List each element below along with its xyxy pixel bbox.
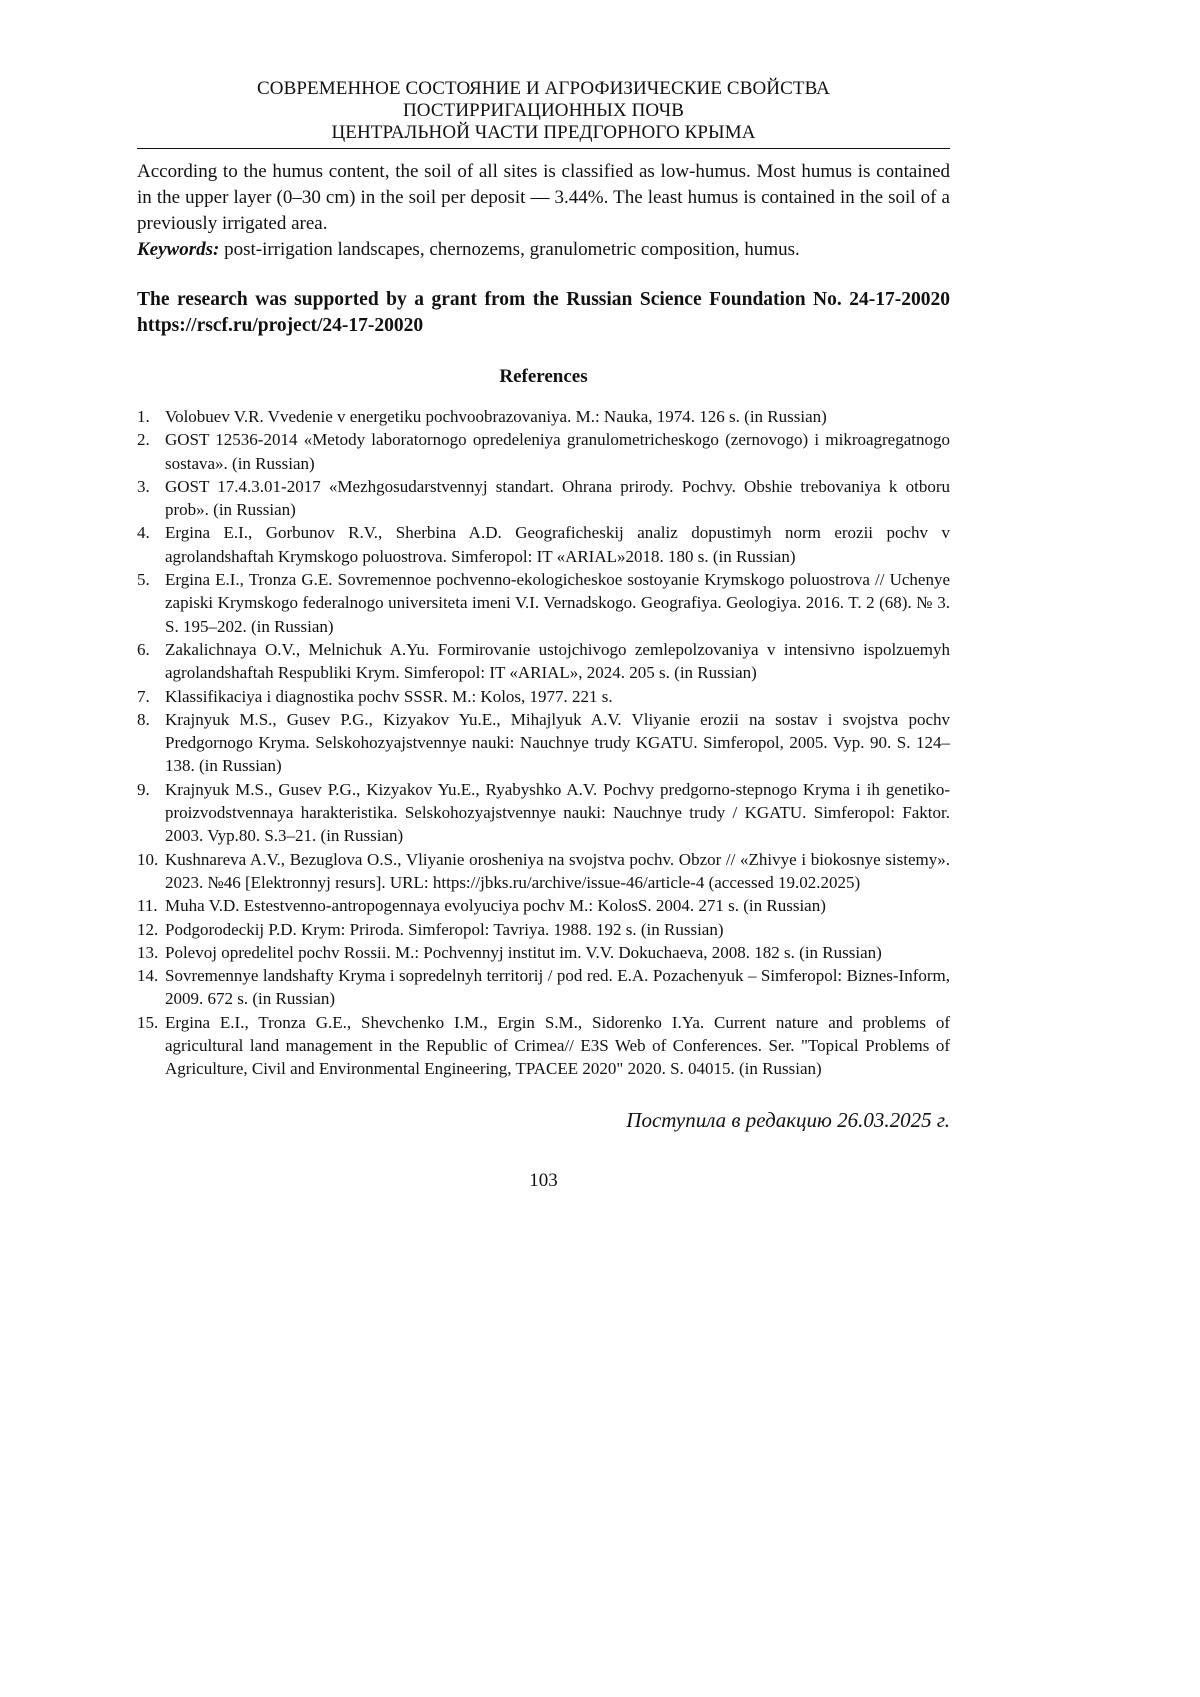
- reference-text: Zakalichnaya O.V., Melnichuk A.Yu. Formirovanie ustojchivogo zemlepolzovaniya v intensivno ispolzuemyh agrolandshaftah Respubliki Krym. Simferopol: IT «ARIAL», 2024. 205 s. (in Russian): [165, 640, 950, 682]
- abstract-text: According to the humus content, the soil of all sites is classified as low-humus. Most humus is contained in the upper layer (0–30 cm) in the soil per deposit — 3.44%. The least humus is contained in the soil of a previously irrigated area.: [137, 159, 950, 237]
- reference-item: [137, 475, 950, 522]
- reference-text: Sovremennye landshafty Kryma i sopredelnyh territorij / pod red. E.A. Pozachenyuk – Simferopol: Biznes-Inform, 2009. 672 s. (in Russian): [165, 966, 950, 1008]
- keywords-list: post-irrigation landscapes, chernozems, granulometric composition, humus.: [224, 239, 800, 260]
- running-header-line: ЦЕНТРАЛЬНОЙ ЧАСТИ ПРЕДГОРНОГО КРЫМА: [137, 122, 950, 144]
- reference-number: 7.: [137, 685, 150, 708]
- reference-number: 15.: [137, 1011, 158, 1034]
- reference-text: GOST 17.4.3.01-2017 «Mezhgosudarstvennyj standart. Ohrana prirody. Pochvy. Obshie trebovaniya k otboru prob». (in Russian): [165, 477, 950, 519]
- reference-number: 1.: [137, 405, 150, 428]
- reference-item: [137, 964, 950, 1011]
- reference-text: Klassifikaciya i diagnostika pochv SSSR. M.: Kolos, 1977. 221 s.: [165, 687, 613, 706]
- reference-item: [137, 521, 950, 568]
- references-list: [137, 405, 950, 1081]
- reference-item: [137, 708, 950, 778]
- keywords: [137, 237, 950, 263]
- reference-item: [137, 1011, 950, 1081]
- reference-text: Ergina E.I., Tronza G.E. Sovremennoe pochvenno-ekologicheskoe sostoyanie Krymskogo poluostrova // Uchenye zapiski Krymskogo federalnogo universiteta imeni V.I. Vernadskogo. Geografiya. Geologiya. 2016. T. 2 (68). № 3. S. 195–202. (in Russian): [165, 570, 950, 636]
- reference-text: Krajnyuk M.S., Gusev P.G., Kizyakov Yu.E., Mihajlyuk A.V. Vliyanie erozii na sostav i svojstva pochv Predgornogo Kryma. Selskohozyajstvennye nauki: Nauchnye trudy KGATU. Simferopol, 2005. Vyp. 90. S. 124–138. (in Russian): [165, 710, 950, 776]
- reference-item: [137, 918, 950, 941]
- keywords-label: Keywords:: [137, 239, 219, 260]
- running-header-line: ПОСТИРРИГАЦИОННЫХ ПОЧВ: [137, 100, 950, 122]
- received-date: Поступила в редакцию 26.03.2025 г.: [137, 1107, 950, 1133]
- reference-item: [137, 568, 950, 638]
- reference-item: [137, 848, 950, 895]
- reference-number: 4.: [137, 521, 150, 544]
- running-header: [137, 78, 950, 149]
- reference-item: [137, 638, 950, 685]
- reference-text: Kushnareva A.V., Bezuglova O.S., Vliyanie orosheniya na svojstva pochv. Obzor // «Zhivye i biokosnye sistemy». 2023. №46 [Elektronnyj resurs]. URL: https://jbks.ru/archive/issue-46/article-4 (accessed 19.02.2025): [165, 850, 950, 892]
- reference-number: 6.: [137, 638, 150, 661]
- reference-text: Podgorodeckij P.D. Krym: Priroda. Simferopol: Tavriya. 1988. 192 s. (in Russian): [165, 920, 724, 939]
- reference-text: GOST 12536-2014 «Metody laboratornogo opredeleniya granulometricheskogo (zernovogo) i mikroagregatnogo sostava». (in Russian): [165, 430, 950, 472]
- reference-item: [137, 941, 950, 964]
- reference-item: [137, 428, 950, 475]
- page-number: 103: [137, 1169, 950, 1193]
- reference-number: 2.: [137, 428, 150, 451]
- reference-item: [137, 778, 950, 848]
- reference-number: 12.: [137, 918, 158, 941]
- reference-text: Krajnyuk M.S., Gusev P.G., Kizyakov Yu.E., Ryabyshko A.V. Pochvy predgorno-stepnogo Kryma i ih genetiko-proizvodstvennaya harakteristika. Selskohozyajstvennye nauki: Nauchnye trudy / KGATU. Simferopol: Faktor. 2003. Vyp.80. S.3–21. (in Russian): [165, 780, 950, 846]
- reference-text: Muha V.D. Estestvenno-antropogennaya evolyuciya pochv M.: KolosS. 2004. 271 s. (in Russian): [165, 896, 826, 915]
- references-heading: References: [137, 365, 950, 389]
- reference-number: 5.: [137, 568, 150, 591]
- reference-text: Ergina E.I., Tronza G.E., Shevchenko I.M., Ergin S.M., Sidorenko I.Ya. Current nature and problems of agricultural land management in the Republic of Crimea// E3S Web of Conferences. Ser. "Topical Problems of Agriculture, Civil and Environmental Engineering, TPACEE 2020" 2020. S. 04015. (in Russian): [165, 1013, 950, 1079]
- abstract: [137, 159, 950, 263]
- reference-number: 9.: [137, 778, 150, 801]
- reference-number: 14.: [137, 964, 158, 987]
- reference-text: Polevoj opredelitel pochv Rossii. M.: Pochvennyj institut im. V.V. Dokuchaeva, 2008. 182 s. (in Russian): [165, 943, 882, 962]
- reference-item: [137, 894, 950, 917]
- document-page: [137, 78, 950, 1193]
- reference-number: 8.: [137, 708, 150, 731]
- grant-acknowledgement: The research was supported by a grant from the Russian Science Foundation No. 24-17-20020 https://rscf.ru/project/24-17-20020: [137, 287, 950, 339]
- reference-number: 10.: [137, 848, 158, 871]
- reference-number: 13.: [137, 941, 158, 964]
- reference-text: Ergina E.I., Gorbunov R.V., Sherbina A.D. Geograficheskij analiz dopustimyh norm erozii pochv v agrolandshaftah Krymskogo poluostrova. Simferopol: IT «ARIAL»2018. 180 s. (in Russian): [165, 523, 950, 565]
- reference-item: [137, 405, 950, 428]
- running-header-line: СОВРЕМЕННОЕ СОСТОЯНИЕ И АГРОФИЗИЧЕСКИЕ СВОЙСТВА: [137, 78, 950, 100]
- reference-number: 11.: [137, 894, 158, 917]
- reference-text: Volobuev V.R. Vvedenie v energetiku pochvoobrazovaniya. M.: Nauka, 1974. 126 s. (in Russian): [165, 407, 827, 426]
- reference-number: 3.: [137, 475, 150, 498]
- reference-item: [137, 685, 950, 708]
